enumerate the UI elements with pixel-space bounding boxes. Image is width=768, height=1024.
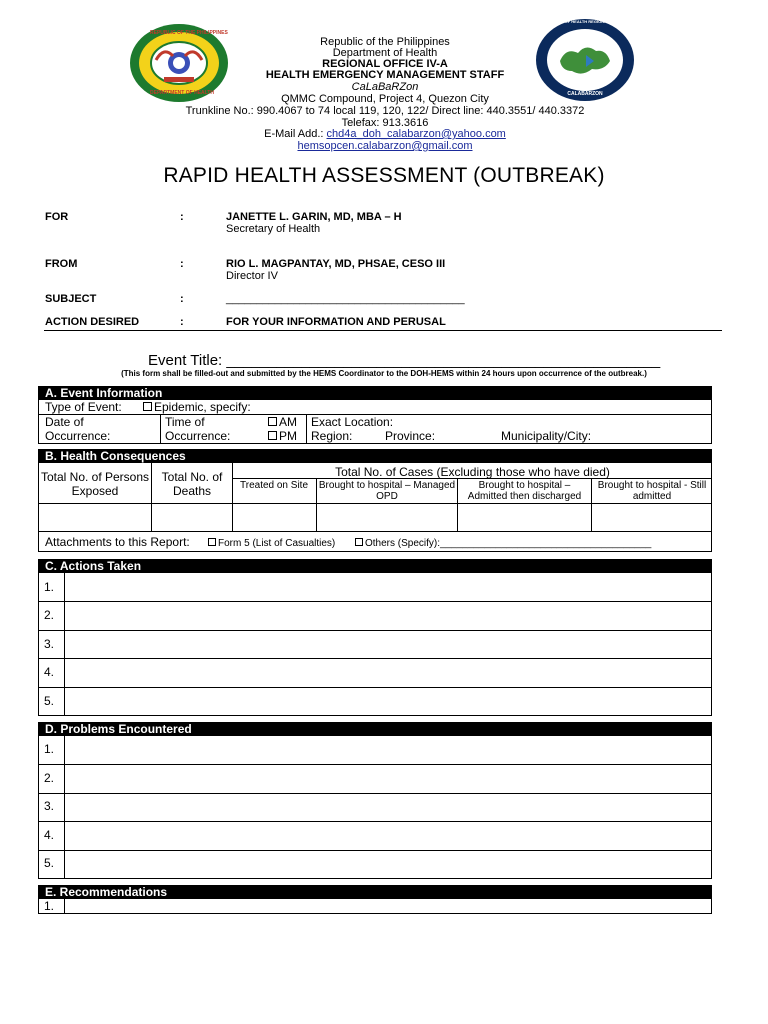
divider — [38, 503, 712, 504]
pm-checkbox[interactable] — [268, 431, 277, 440]
header-email-line-2 — [150, 141, 620, 153]
pm-label: PM — [279, 429, 297, 443]
page-title: RAPID HEALTH ASSESSMENT (OUTBREAK) — [163, 164, 605, 187]
memo-for-sub: Secretary of Health — [226, 223, 321, 235]
header-calabarzon: CaLaBaRZon — [351, 81, 419, 93]
doh-seal-text-top: REPUBLIC OF THE PHILIPPINES — [150, 30, 228, 36]
action-row-number: 1. — [44, 580, 55, 594]
action-input-1[interactable] — [65, 574, 711, 601]
section-b-heading: B. Health Consequences — [38, 449, 712, 463]
admitted-discharged-header: Brought to hospital – Admitted then discharged — [467, 480, 582, 502]
province-label: Province: — [385, 429, 436, 443]
municipality-label: Municipality/City: — [501, 429, 592, 443]
time-of-label: Time of — [165, 415, 205, 429]
section-a-heading: A. Event Information — [38, 386, 712, 400]
divider — [38, 531, 712, 532]
action-input-4[interactable] — [65, 659, 711, 687]
problem-input-4[interactable] — [65, 822, 711, 850]
section-e-heading: E. Recommendations — [38, 885, 712, 899]
header-email-line — [150, 129, 620, 141]
memo-from-label: FROM — [45, 258, 78, 270]
problem-row-number: 5. — [44, 856, 55, 870]
section-d-heading: D. Problems Encountered — [38, 722, 712, 736]
memo-divider — [44, 330, 722, 331]
email-link-yahoo[interactable]: chd4a_doh_calabarzon@yahoo.com — [326, 128, 506, 140]
memo-for-value: JANETTE L. GARIN, MD, MBA – H — [226, 211, 402, 223]
memo-colon: : — [180, 316, 184, 328]
memo-subject-label: SUBJECT — [45, 293, 97, 305]
regional-logo-text-top: DEPARTMENT OF HEALTH REGIONAL OFFICE IV-A — [536, 19, 634, 24]
email-link-gmail[interactable]: hemsopcen.calabarzon@gmail.com — [297, 140, 473, 152]
memo-colon: : — [180, 258, 184, 270]
attachment-others-option[interactable] — [355, 538, 651, 549]
section-c-heading: C. Actions Taken — [38, 559, 712, 573]
action-input-3[interactable] — [65, 631, 711, 658]
date-occurrence-label: Occurrence: — [45, 429, 111, 443]
action-row-number: 3. — [44, 637, 55, 651]
problem-input-2[interactable] — [65, 765, 711, 793]
epidemic-checkbox[interactable] — [143, 402, 152, 411]
memo-from-value: RIO L. MAGPANTAY, MD, PHSAE, CESO III — [226, 258, 446, 270]
am-label: AM — [279, 415, 297, 429]
memo-from-sub: Director IV — [226, 270, 278, 282]
region-label: Region: — [311, 429, 353, 443]
email-label: E-Mail Add.: — [264, 128, 327, 140]
action-row-number: 4. — [44, 665, 55, 679]
managed-opd-header: Brought to hospital – Managed OPD — [318, 480, 456, 502]
am-checkbox[interactable] — [268, 417, 277, 426]
memo-action-value: FOR YOUR INFORMATION AND PERUSAL — [226, 316, 446, 328]
header-address: QMMC Compound, Project 4, Quezon City — [281, 93, 489, 105]
memo-colon: : — [180, 211, 184, 223]
action-input-5[interactable] — [65, 688, 711, 715]
attachments-label: Attachments to this Report: — [45, 535, 190, 549]
treated-on-site-header: Treated on Site — [240, 480, 309, 491]
type-of-event-label: Type of Event: — [45, 400, 122, 414]
action-row-number: 2. — [44, 608, 55, 622]
header-regional-office: REGIONAL OFFICE IV-A — [322, 58, 448, 70]
pm-option[interactable] — [268, 430, 297, 443]
others-checkbox[interactable] — [355, 538, 363, 546]
problem-row-number: 4. — [44, 828, 55, 842]
deaths-header: Total No. of Deaths — [161, 470, 223, 498]
event-note: (This form shall be filled-out and submitted by the HEMS Coordinator to the DOH-HEMS within 24 hours upon occurrence of the outbreak.) — [121, 369, 647, 378]
header-telefax: Telefax: 913.3616 — [341, 117, 429, 129]
attachment-form5-option[interactable] — [208, 538, 335, 549]
time-occurrence-label: Occurrence: — [165, 429, 231, 443]
recommendation-input-1[interactable] — [65, 900, 711, 913]
memo-for-label: FOR — [45, 211, 69, 223]
others-label: Others (Specify):______________________________________ — [365, 538, 652, 549]
recommendation-row-number: 1. — [44, 899, 55, 913]
memo-action-label: ACTION DESIRED — [45, 316, 140, 328]
header-republic: Republic of the Philippines — [320, 36, 450, 48]
still-admitted-header: Brought to hospital - Still admitted — [597, 480, 707, 502]
memo-subject-input[interactable]: _______________________________________ — [226, 293, 465, 305]
am-option[interactable] — [268, 416, 297, 429]
date-of-label: Date of — [45, 415, 84, 429]
exact-location-label: Exact Location: — [311, 415, 394, 429]
problem-input-1[interactable] — [65, 737, 711, 764]
regional-logo-text-bottom: CALABARZON — [567, 91, 603, 97]
header-hems: HEALTH EMERGENCY MANAGEMENT STAFF — [265, 69, 505, 81]
epidemic-option[interactable] — [143, 401, 251, 414]
epidemic-label: Epidemic, specify: — [154, 400, 251, 414]
header-trunkline: Trunkline No.: 990.4067 to 74 local 119, 120, 122/ Direct line: 440.3551/ 440.3372 — [185, 105, 585, 117]
problem-row-number: 1. — [44, 742, 55, 756]
header-department: Department of Health — [332, 47, 438, 59]
divider — [160, 414, 161, 444]
problem-row-number: 3. — [44, 799, 55, 813]
problem-row-number: 2. — [44, 771, 55, 785]
persons-exposed-header: Total No. of Persons Exposed — [40, 470, 150, 498]
divider — [306, 414, 307, 444]
event-title-field[interactable]: Event Title: ____________________________________________________ — [148, 352, 661, 369]
memo-colon: : — [180, 293, 184, 305]
problem-input-3[interactable] — [65, 794, 711, 821]
doh-seal-text-bottom: DEPARTMENT OF HEALTH — [150, 90, 214, 96]
cases-header: Total No. of Cases (Excluding those who have died) — [335, 465, 610, 479]
action-input-2[interactable] — [65, 602, 711, 630]
problem-input-5[interactable] — [65, 851, 711, 878]
action-row-number: 5. — [44, 694, 55, 708]
form5-label: Form 5 (List of Casualties) — [218, 538, 336, 549]
form5-checkbox[interactable] — [208, 538, 216, 546]
